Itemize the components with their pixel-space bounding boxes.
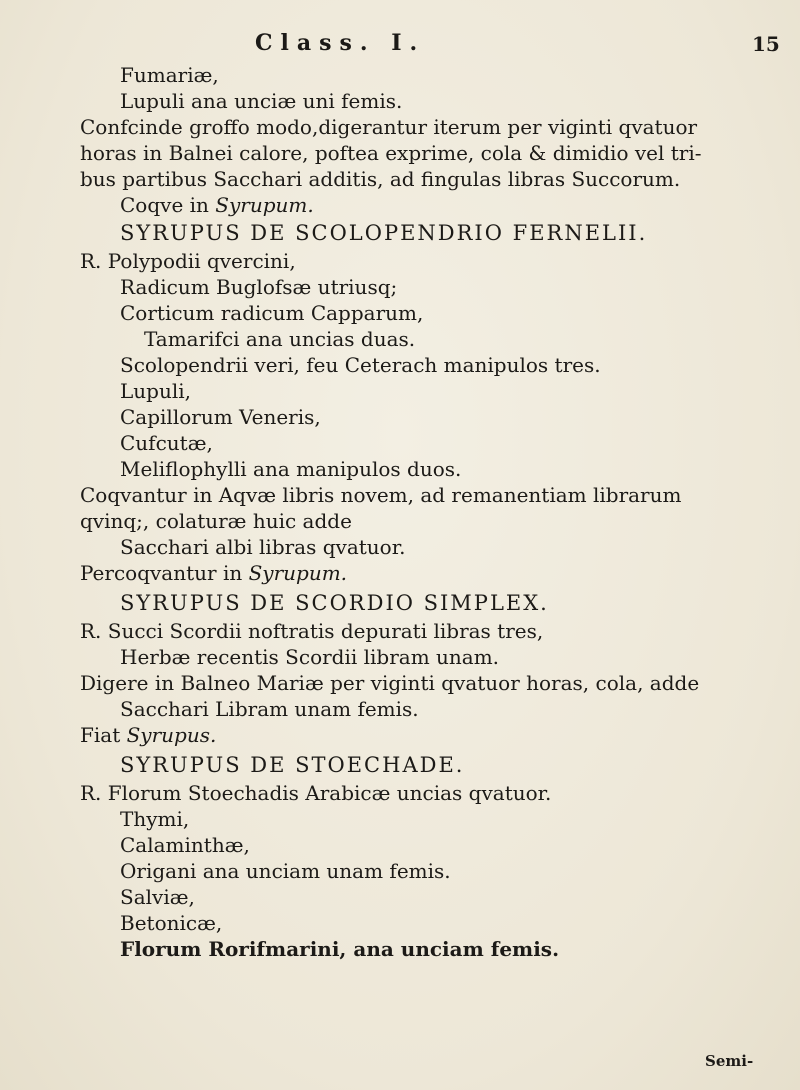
text-line: Radicum Buglofsæ utriusq; [120,275,398,299]
text-line: Coqvantur in Aqvæ libris novem, ad remanentiam librarum [80,483,682,507]
text-line-roman: Percoqvantur in [80,561,249,585]
running-head: Class. I. [255,30,426,56]
recipe-heading: SYRUPUS DE SCOLOPENDRIO FERNELII. [120,221,648,245]
text-line: Sacchari Libram unam femis. [120,697,419,721]
text-line: Thymi, [120,807,190,831]
text-line: Origani ana unciam unam femis. [120,859,451,883]
page-header [0,30,800,62]
text-line: Calaminthæ, [120,833,250,857]
text-line: qvinq;, colaturæ huic adde [80,509,352,533]
recipe-heading: SYRUPUS DE STOECHADE. [120,753,465,777]
text-line: Lupuli, [120,379,191,403]
text-line-roman: Coqve in [120,193,216,217]
text-line: R. Polypodii qvercini, [80,249,296,273]
text-line: R. Florum Stoechadis Arabicæ uncias qvatuor. [80,781,552,805]
text-line-italic: Syrupum. [248,561,348,585]
text-line: Betonicæ, [120,911,223,935]
text-line: horas in Balnei calore, poftea exprime, cola & dimidio vel tri- [80,141,702,165]
text-line-roman: Fiat [80,723,127,747]
text-line: Meliflophylli ana manipulos duos. [120,457,462,481]
text-line-italic: Syrupus. [126,723,217,747]
text-line [120,192,314,218]
text-line: Cufcutæ, [120,431,213,455]
text-line: Florum Rorifmarini, ana unciam femis. [120,937,560,961]
text-line: Herbæ recentis Scordii libram unam. [120,645,500,669]
text-line: Capillorum Veneris, [120,405,321,429]
catchword: Semi- [705,1052,754,1070]
text-line-italic: Syrupum. [215,193,314,217]
page-number: 15 [752,32,780,56]
recipe-heading: SYRUPUS DE SCORDIO SIMPLEX. [120,591,549,615]
text-line: Digere in Balneo Mariæ per viginti qvatuor horas, cola, adde [80,671,700,695]
text-line: bus partibus Sacchari additis, ad fingulas libras Succorum. [80,167,681,191]
text-line [80,722,216,748]
text-line: Corticum radicum Capparum, [120,301,424,325]
text-line: Scolopendrii veri, feu Ceterach manipulos tres. [120,353,601,377]
text-line: Confcinde groffo modo,digerantur iterum per viginti qvatuor [80,115,698,139]
text-line: Tamarifci ana uncias duas. [144,327,416,351]
text-line: Sacchari albi libras qvatuor. [120,535,406,559]
text-line: Fumariæ, [120,63,219,87]
text-line: Lupuli ana unciæ uni femis. [120,89,403,113]
text-line: Salviæ, [120,885,195,909]
text-line: R. Succi Scordii noftratis depurati libras tres, [80,619,544,643]
text-line [80,560,347,586]
